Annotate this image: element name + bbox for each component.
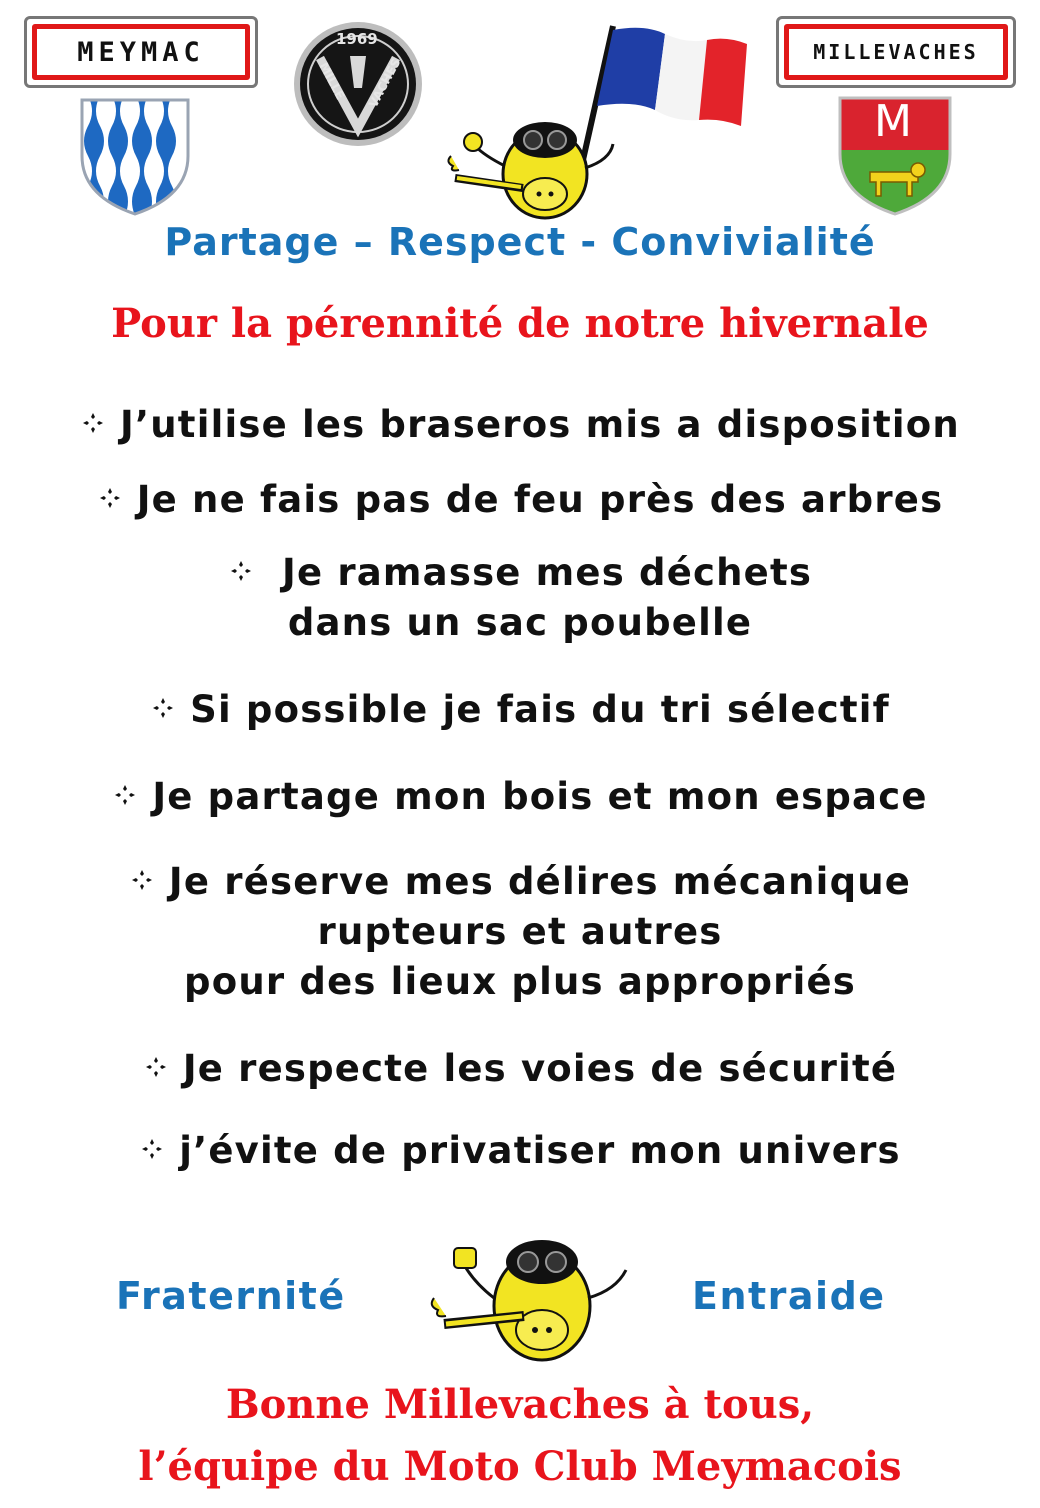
millevaches-town-sign [776,16,1016,88]
bullet-icon [80,410,106,436]
rule-3 [0,548,1040,648]
rule-line [0,685,1040,735]
rule-text: Je ramasse mes déchets [267,551,813,594]
rule-2 [0,475,1040,525]
rule-text: Je respecte les voies de sécurité [182,1047,898,1090]
badge-text-left: MILLE [316,60,348,102]
rule-text: j’évite de privatiser mon univers [179,1129,901,1172]
rule-line: dans un sac poubelle [287,601,753,644]
bullet-icon [97,485,123,511]
signoff-line-1: Bonne Millevaches à tous, [225,1381,815,1428]
bullet-icon [143,1054,169,1080]
rule-line [0,1126,1040,1176]
rule-text: Je ne fais pas de feu près des arbres [136,478,944,521]
rule-line [0,857,1040,907]
rule-line: pour des lieux plus appropriés [184,960,856,1003]
crest-letter: M [874,96,912,147]
signoff [0,1374,1040,1498]
millevaches-1969-badge [290,18,426,150]
rule-line [0,548,1040,598]
rule-8 [0,1126,1040,1176]
millevaches-sign-label: MILLEVACHES [784,24,1008,80]
bullet-icon [228,558,254,584]
rule-5 [0,772,1040,822]
millevaches-coat-of-arms [836,94,954,218]
rule-text: Je réserve mes délires mécanique [168,860,912,903]
badge-text-right: VACHES [365,56,404,110]
meymac-sign-label: MEYMAC [32,24,250,80]
rule-4 [0,685,1040,735]
rule-line [0,1044,1040,1094]
rule-7 [0,1044,1040,1094]
bullet-icon [150,695,176,721]
bullet-icon [129,867,155,893]
signoff-line-2: l’équipe du Moto Club Meymacois [138,1443,902,1490]
rule-line: rupteurs et autres [317,910,723,953]
footer-left-word: Fraternité [116,1274,346,1318]
footer-right-word: Entraide [692,1274,886,1318]
rule-text: Si possible je fais du tri sélectif [190,688,890,731]
mascot-bottom-icon [430,1218,650,1368]
mascot-top-icon [445,96,645,224]
meymac-town-sign [24,16,258,88]
motto: Partage – Respect - Convivialité [164,220,876,264]
bullet-icon [139,1136,165,1162]
rule-line [0,400,1040,450]
bullet-icon [112,782,138,808]
rule-text: Je partage mon bois et mon espace [152,775,928,818]
rule-text: J’utilise les braseros mis a disposition [120,403,960,446]
rule-line [0,475,1040,525]
rule-1 [0,400,1040,450]
meymac-coat-of-arms [78,96,192,218]
subtitle: Pour la pérennité de notre hivernale [111,300,929,347]
badge-year: 1969 [336,30,378,48]
rule-6 [0,857,1040,1007]
rule-line [0,772,1040,822]
